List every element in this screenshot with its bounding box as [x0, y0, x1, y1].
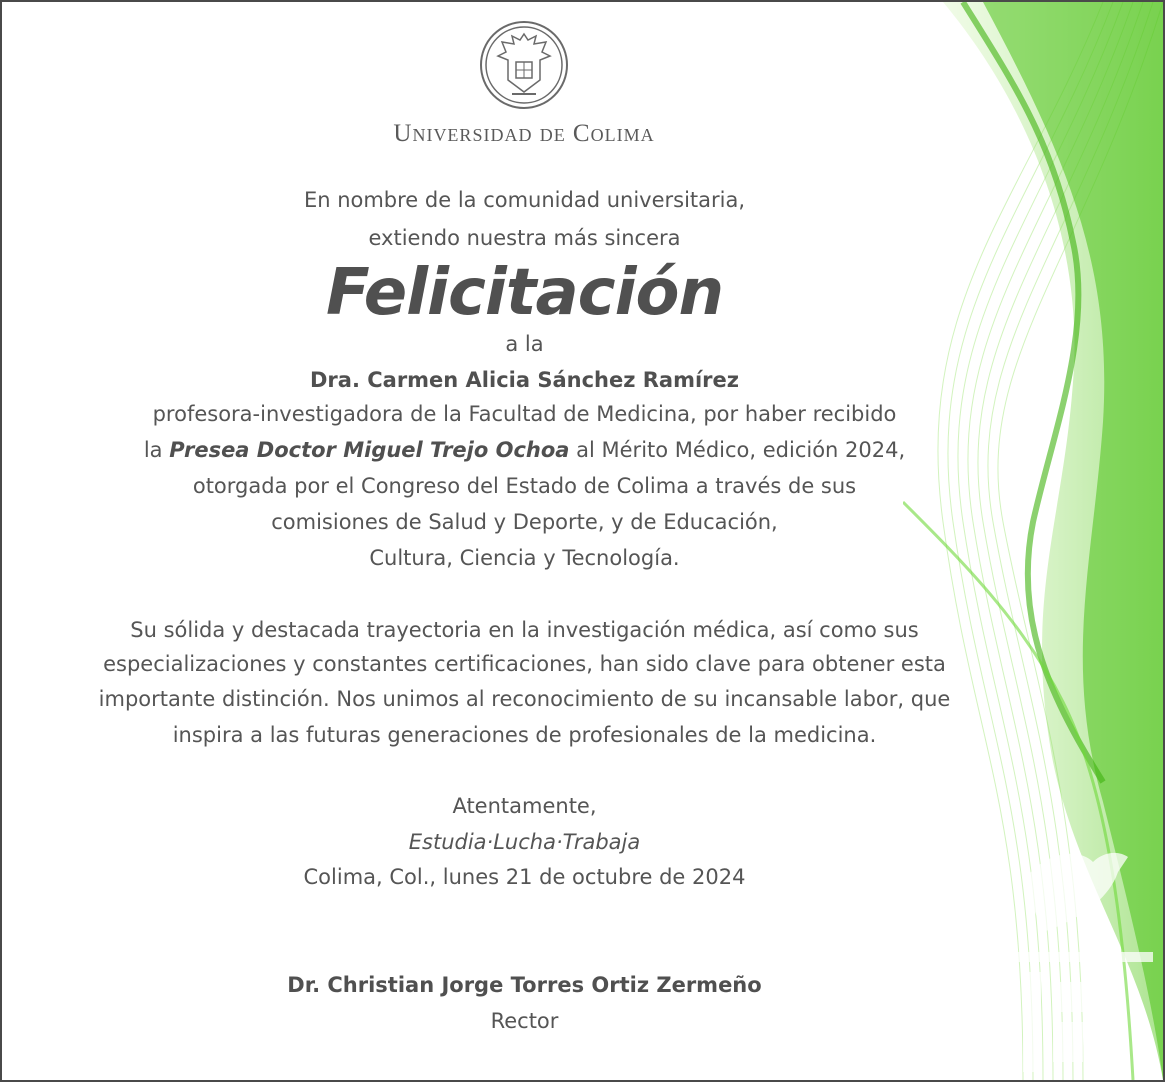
award-name: Presea Doctor Miguel Trejo Ochoa	[169, 438, 570, 462]
body1-line-2-post: al Mérito Médico, edición 2024,	[569, 438, 906, 462]
body1-line-5: Cultura, Ciencia y Tecnología.	[369, 546, 680, 570]
recipient-name: Dra. Carmen Alicia Sánchez Ramírez	[309, 368, 739, 392]
body1-line-3: otorgada por el Congreso del Estado de Colima a través de sus	[192, 474, 857, 498]
intro-line-2: extiendo nuestra más sincera	[368, 226, 681, 250]
closing-salutation: Atentamente,	[452, 794, 597, 818]
recipient-prefix: a la	[505, 332, 544, 356]
green-wave-decoration	[903, 2, 1163, 1080]
body1-line-4: comisiones de Salud y Deporte, y de Educación,	[271, 510, 778, 534]
university-name: Universidad de Colima	[393, 120, 655, 147]
body1-line-1: profesora-investigadora de la Facultad de Medicina, por haber recibido	[152, 402, 897, 426]
intro-line-1: En nombre de la comunidad universitaria,	[303, 188, 746, 212]
page-title: Felicitación	[325, 256, 724, 330]
university-seal-icon	[476, 20, 572, 110]
signature-role: Rector	[490, 1009, 559, 1033]
body2-line-3: importante distinción. Nos unimos al reconocimiento de su incansable labor, que	[98, 687, 951, 711]
signature-name: Dr. Christian Jorge Torres Ortiz Zermeño	[287, 973, 762, 997]
body1-line-2	[2, 436, 1047, 464]
body2-line-4: inspira a las futuras generaciones de profesionales de la medicina.	[172, 723, 877, 747]
body1-line-2-pre: la	[143, 438, 170, 462]
place-date: Colima, Col., lunes 21 de octubre de 2024	[303, 865, 746, 889]
body2-line-2: especializaciones y constantes certificaciones, han sido clave para obtener esta	[103, 652, 946, 676]
body2-line-1: Su sólida y destacada trayectoria en la investigación médica, así como sus	[130, 618, 919, 642]
motto: Estudia·Lucha·Trabaja	[408, 830, 641, 854]
